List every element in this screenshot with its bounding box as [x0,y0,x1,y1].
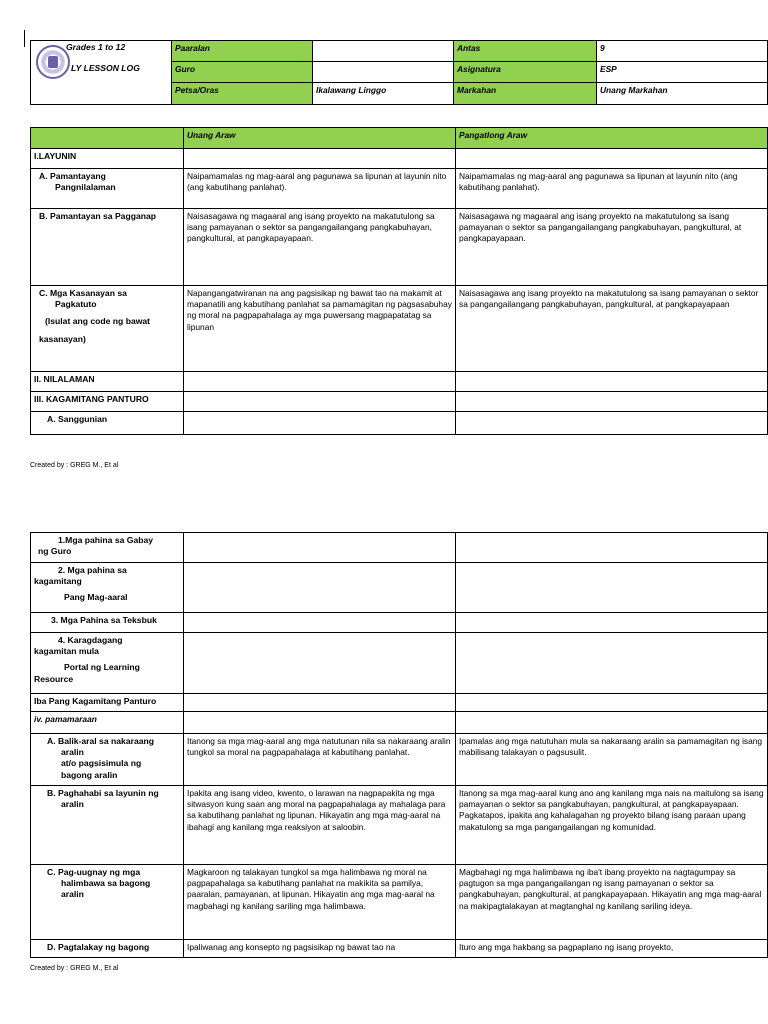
grades-label: Grades 1 to 12 [66,42,126,52]
section-pamamaraan: iv. pamamaraan [31,712,184,734]
cell-empty[interactable] [184,149,456,169]
corner-cell [31,128,184,149]
row-label-pamantayan-sa-pagganap: B. Pamantayan sa Pagganap [31,209,184,286]
cell-empty[interactable] [456,633,768,694]
row-label-sanggunian: A. Sanggunian [31,412,184,435]
cell-empty[interactable] [456,533,768,563]
row-label-gabay-ng-guro: 1.Mga pahina sa Gabay ng Guro [31,533,184,563]
cell-empty[interactable] [456,563,768,613]
cell-empty[interactable] [184,613,456,633]
col-header-day1: Unang Araw [184,128,456,149]
quarter-label: Markahan [454,83,597,105]
cell-empty[interactable] [456,392,768,412]
deped-seal-icon [36,45,70,79]
row-label-mga-kasanayan: C. Mga Kasanayan sa Pagkatuto (Isulat ang code ng bawat kasanayan) [31,286,184,372]
date-value[interactable]: Ikalawang Linggo [313,83,454,105]
cell-pagtalakay-day1[interactable]: Ipaliwanag ang konsepto ng pagsisikap ng bawat tao na [184,940,456,958]
cell-empty[interactable] [184,392,456,412]
cell-a-day3[interactable]: Naipamamalas ng mag-aaral ang pagunawa sa lipunan at layunin nito (ang kabutihang panlahat). [456,169,768,209]
credit-line: Created by : GREG M., Et al [30,462,119,469]
school-label: Paaralan [172,41,313,62]
row-label-iba-pang-kagamitan: Iba Pang Kagamitang Panturo [31,694,184,712]
col-header-day3: Pangatlong Araw [456,128,768,149]
cell-c-day3[interactable]: Naisasagawa ang isang proyekto na makatutulong sa isang pamayanan o sektor sa pangangailangang pangkabuhayan, pangkultural, at pangkapayapaan [456,286,768,372]
header-table [30,40,768,105]
cell-empty[interactable] [184,694,456,712]
cell-b-day3[interactable]: Naisasagawa ng magaaral ang isang proyekto na makatutulong sa isang pamayanan o sektor sa pangangailangang pangkabuhayan, pangkultural, at pangkapayapaan. [456,209,768,286]
lesson-log-title: LY LESSON LOG [71,63,140,73]
cell-c-day1[interactable]: Napangangatwiranan na ang pagsisikap ng bawat tao na makamit at mapanatili ang kabutihang panlahat sa pamamagitan ng pagsasabuhay ng moral na pagpapahalaga ay mga puwersang magpapatatag sa lipunan [184,286,456,372]
cell-balik-aral-day3[interactable]: Ipamalas ang mga natutuhan mula sa nakaraang aralin sa pamamagitan ng isang mabilisang talakayan o pagsusulit. [456,734,768,786]
section-kagamitang-panturo: III. KAGAMITANG PANTURO [31,392,184,412]
lesson-table-2 [30,532,768,958]
cell-balik-aral-day1[interactable]: Itanong sa mga mag-aaral ang mga natutunan nila sa nakaraang aralin tungkol sa moral na pagpapahalaga at kabutihang panlahat. [184,734,456,786]
row-label-pamantayang-pangnilalaman: A. Pamantayang Pangnilalaman [31,169,184,209]
grade-label: Antas [454,41,597,62]
teacher-value[interactable] [313,62,454,83]
cell-paghahabi-day3[interactable]: Itanong sa mga mag-aaral kung ano ang kanilang mga nais na maitulong sa isang pamayanan o sektor sa pangkabuhayan, pangkultural, at pangkapayapaan. Pagkatapos, ipakita ang kahalagahan ng proyekto bilang isang paraan upang makatulong sa mga pangangailangan ng komunidad. [456,786,768,865]
row-label-balik-aral: A. Balik-aral sa nakaraang aralin at/o pagsisimula ng bagong aralin [31,734,184,786]
cell-empty[interactable] [456,412,768,435]
cell-empty[interactable] [184,563,456,613]
subject-value[interactable]: ESP [597,62,768,83]
date-label: Petsa/Oras [172,83,313,105]
row-label-pag-uugnay: C. Pag-uugnay ng mga halimbawa sa bagong aralin [31,865,184,940]
subject-label: Asignatura [454,62,597,83]
cell-empty[interactable] [456,372,768,392]
teacher-label: Guro [172,62,313,83]
cell-empty[interactable] [456,712,768,734]
lesson-table-1 [30,127,768,435]
cell-empty[interactable] [456,149,768,169]
row-label-teksbuk: 3. Mga Pahina sa Teksbuk [31,613,184,633]
cell-pagtalakay-day3[interactable]: Ituro ang mga hakbang sa pagpaplano ng isang proyekto, [456,940,768,958]
row-label-paghahabi: B. Paghahabi sa layunin ng aralin [31,786,184,865]
credit-line: Created by : GREG M., Et al [30,965,119,972]
cell-empty[interactable] [184,412,456,435]
cell-paghahabi-day1[interactable]: Ipakita ang isang video, kwento, o larawan na nagpapakita ng mga sitwasyon kung saan ang moral na pagpapahalaga ay mahalaga para sa kabutihang panlahat ng lipunan. Hikayatin ang mga mag-aaral na ibahagi ang kanilang mga reaksiyon at saloobin. [184,786,456,865]
row-label-kagamitang-pang-mag-aaral: 2. Mga pahina sa kagamitang Pang Mag-aaral [31,563,184,613]
text-cursor [24,30,25,47]
cell-empty[interactable] [184,372,456,392]
cell-a-day1[interactable]: Naipamamalas ng mag-aaral ang pagunawa sa lipunan at layunin nito (ang kabutihang panlahat). [184,169,456,209]
cell-empty[interactable] [456,613,768,633]
grade-value[interactable]: 9 [597,41,768,62]
cell-b-day1[interactable]: Naisasagawa ng magaaral ang isang proyekto na makatutulong sa isang pamayanan o sektor sa pangangailangang pangkabuhayan, pangkultural, at pangkapayapaan. [184,209,456,286]
cell-empty[interactable] [184,533,456,563]
cell-pag-uugnay-day3[interactable]: Magbahagi ng mga halimbawa ng iba't ibang proyekto na nagtagumpay sa pagtugon sa mga pangangailangan ng isang pamayanan o sektor sa pangkabuhayan, pangkultural, at pangkapayapaan. Hikayatin ang mga mag-aaral na makipagtalakayan at magtanghal ng kanilang sariling ideya. [456,865,768,940]
row-label-learning-resource: 4. Karagdagang kagamitan mula Portal ng Learning Resource [31,633,184,694]
section-nilalaman: II. NILALAMAN [31,372,184,392]
cell-empty[interactable] [184,633,456,694]
cell-pag-uugnay-day1[interactable]: Magkaroon ng talakayan tungkol sa mga halimbawa ng moral na pagpapahalaga sa kabutihang panlahat na makikita sa pamilya, paaralan, pamayanan, at lipunan. Hikayatin ang mga mag-aaral na magbahagi ng kanilang sariling mga halimbawa. [184,865,456,940]
cell-empty[interactable] [456,694,768,712]
row-label-pagtalakay: D. Pagtalakay ng bagong [31,940,184,958]
school-value[interactable] [313,41,454,62]
section-layunin: I.LAYUNIN [31,149,184,169]
quarter-value[interactable]: Unang Markahan [597,83,768,105]
cell-empty[interactable] [184,712,456,734]
